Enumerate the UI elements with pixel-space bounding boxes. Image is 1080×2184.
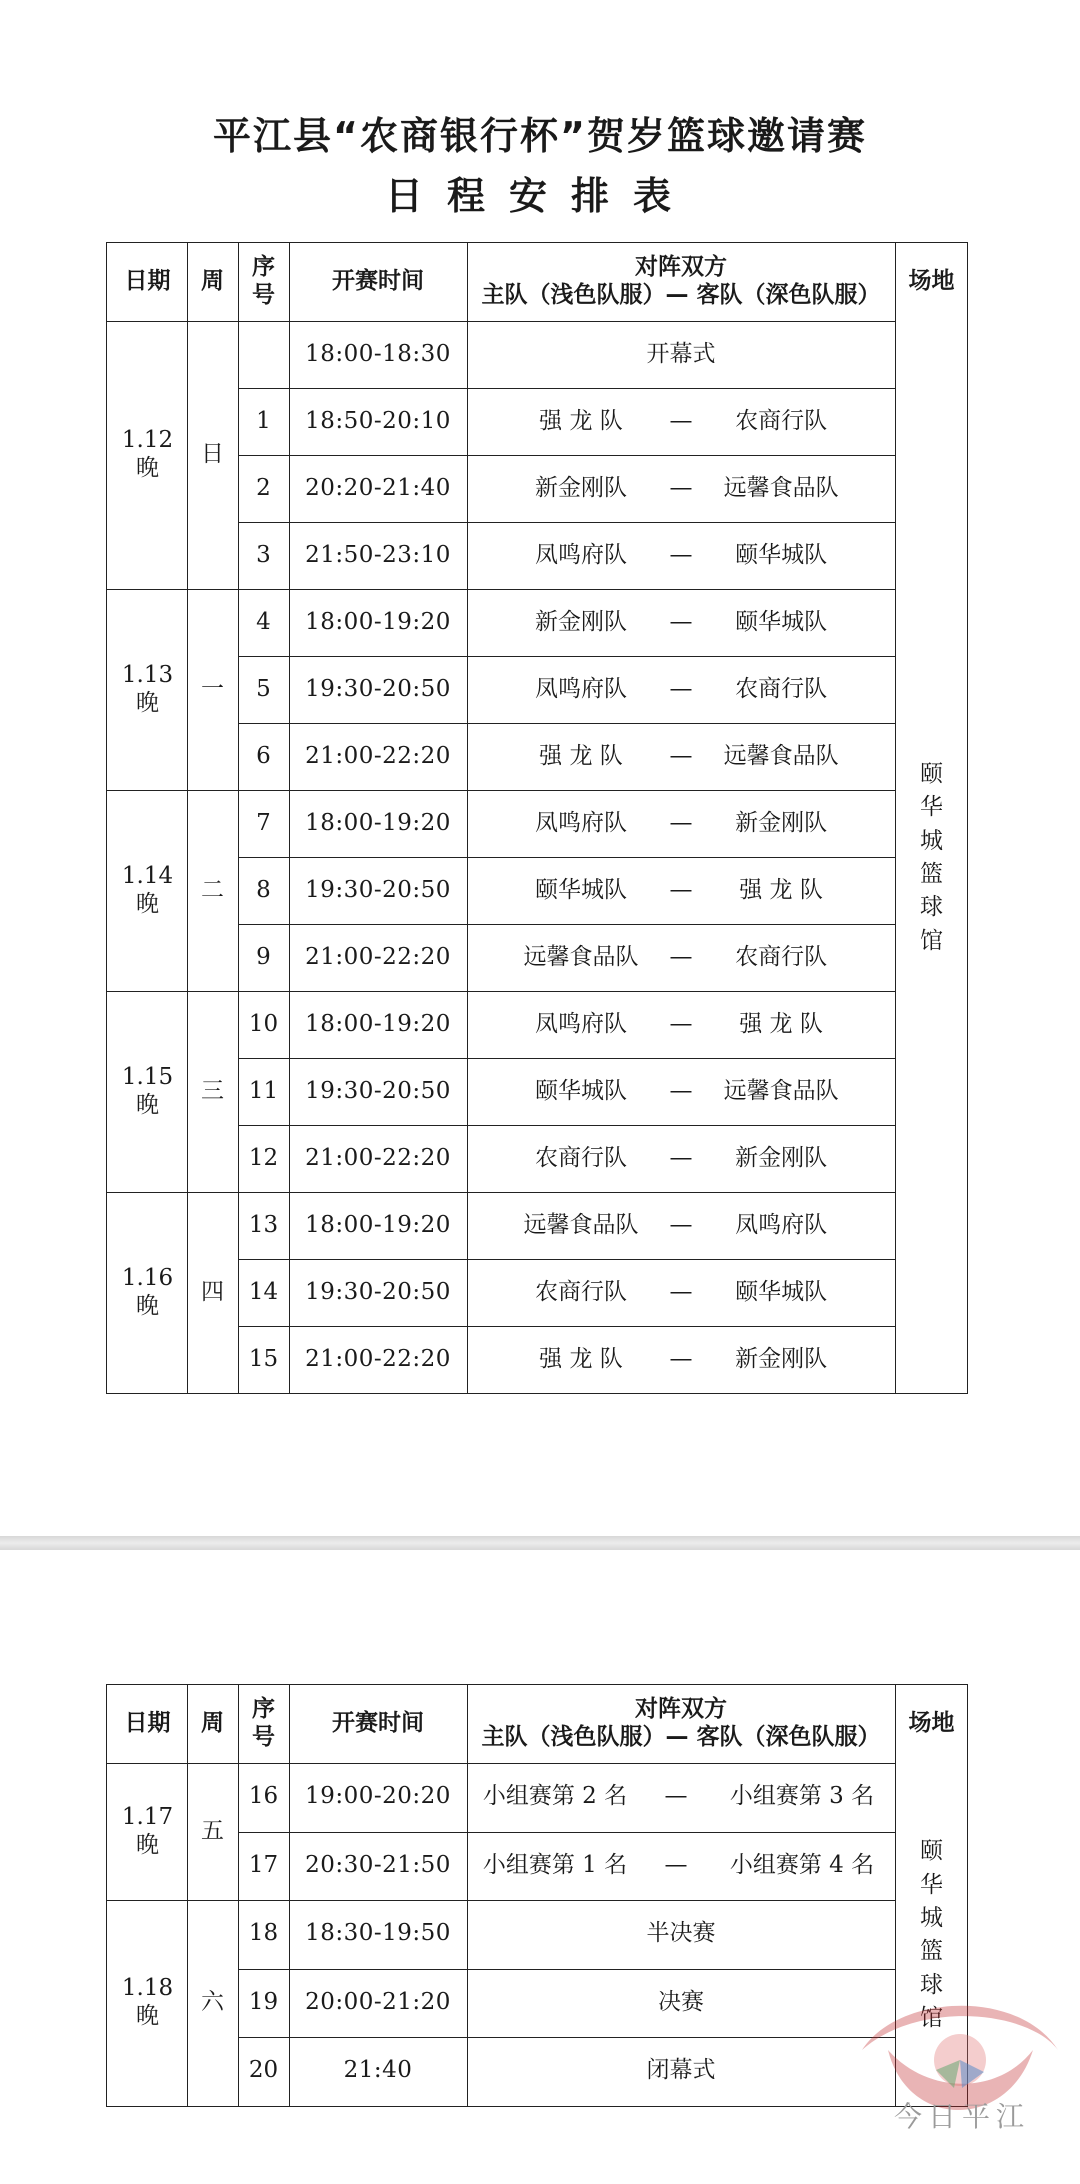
date-cell [107,1763,188,1900]
home-team: 强 龙 队 [539,407,623,434]
row-time: 18:50-20:10 [305,407,451,434]
row-matchup [467,723,895,790]
venue-char: 篮 [920,861,943,887]
row-seq: 13 [248,1211,279,1238]
header-venue: 场地 [908,268,955,295]
row-time: 19:30-20:50 [305,1077,451,1104]
row-matchup [467,1058,895,1125]
vs-dash: — [669,1144,693,1171]
header-seq [238,243,289,321]
away-team: 小组赛第 3 名 [729,1783,875,1810]
header-seq-line1: 序 [252,254,275,281]
home-team: 凤鸣府队 [534,675,627,702]
vs-dash: — [669,943,693,970]
row-event: 决赛 [658,1988,704,2015]
page-title: 平江县“农商银行杯”贺岁篮球邀请赛 [213,114,867,158]
row-time: 18:30-19:50 [305,1920,451,1947]
row-matchup [467,857,895,924]
weekday-cell: 一 [201,675,224,702]
weekday-cell: 日 [201,441,224,468]
header-seq-line2: 号 [252,282,275,308]
row-seq: 2 [256,474,271,501]
date-evening: 晚 [136,1091,159,1118]
row-time: 21:50-23:10 [305,541,451,568]
header-date: 日期 [124,1710,171,1737]
row-seq: 3 [256,541,271,568]
header-match-line1: 对阵双方 [635,1696,727,1723]
date-value: 1.17 [121,1803,174,1830]
schedule-table-1 [106,242,968,1394]
venue-char: 馆 [920,927,943,954]
vs-dash: — [669,1211,693,1238]
away-team: 农商行队 [735,675,828,702]
date-value: 1.14 [121,862,174,889]
home-team: 颐华城队 [534,876,627,903]
row-time: 20:20-21:40 [305,474,451,501]
header-match [467,1685,895,1763]
header-time: 开赛时间 [332,1710,424,1737]
date-value: 1.18 [121,1975,174,2002]
row-time: 19:30-20:50 [305,675,451,702]
vs-dash: — [669,474,693,501]
row-matchup [467,924,895,991]
date-evening: 晚 [136,2002,159,2029]
home-team: 凤鸣府队 [534,541,627,568]
row-seq: 11 [248,1077,279,1104]
row-time: 18:00-19:20 [305,1211,451,1238]
page-divider [0,1536,1080,1550]
row-seq: 16 [248,1783,279,1810]
venue-cell [895,322,968,1394]
home-team: 小组赛第 1 名 [482,1851,628,1878]
home-team: 农商行队 [534,1278,627,1305]
venue-char: 城 [920,1904,943,1931]
date-value: 1.13 [121,661,174,688]
date-cell [107,1900,188,2106]
row-seq: 17 [248,1851,279,1878]
row-time: 21:00-22:20 [305,742,451,769]
date-evening: 晚 [136,1292,159,1319]
vs-dash: — [669,1345,693,1372]
vs-dash: — [669,742,693,769]
away-team: 新金刚队 [735,1144,828,1171]
home-team: 强 龙 队 [539,1345,623,1372]
date-evening: 晚 [136,1831,159,1858]
header-seq-line2: 号 [252,1724,275,1750]
watermark-text: 今日平江 [893,2100,1030,2133]
row-matchup [467,1763,895,1832]
away-team: 颐华城队 [735,1278,828,1305]
row-time: 21:00-22:20 [305,1345,451,1372]
row-matchup [467,1192,895,1259]
row-time: 18:00-19:20 [305,809,451,836]
header-match-line2: 主队（浅色队服）— 客队（深色队服） [481,282,881,308]
venue-char: 华 [920,1871,943,1898]
home-team: 新金刚队 [534,474,627,501]
row-matchup [467,589,895,656]
row-time: 18:00-19:20 [305,1010,451,1037]
row-matchup [467,1832,895,1901]
header-match [467,243,895,321]
vs-dash: — [669,1077,693,1104]
venue-char: 颐 [920,1838,943,1865]
home-team: 农商行队 [534,1144,627,1171]
away-team: 农商行队 [735,943,828,970]
away-team: 强 龙 队 [739,1010,823,1037]
date-evening: 晚 [136,455,159,481]
home-team: 颐华城队 [534,1077,627,1104]
row-seq: 9 [256,943,271,970]
away-team: 颐华城队 [735,541,828,568]
date-cell [107,1192,188,1393]
date-value: 1.16 [121,1264,174,1291]
row-seq: 19 [248,1988,279,2015]
header-match-line2: 主队（浅色队服）— 客队（深色队服） [481,1724,881,1750]
home-team: 凤鸣府队 [534,1010,627,1037]
row-time: 21:40 [343,2057,413,2084]
home-team: 远馨食品队 [523,1211,639,1238]
row-seq: 7 [256,809,271,836]
vs-dash: — [669,1278,693,1305]
vs-dash: — [669,407,693,434]
row-seq: 14 [248,1278,279,1305]
weekday-cell: 二 [201,876,224,903]
header-match-line1: 对阵双方 [635,254,727,281]
header-seq [238,1685,289,1763]
away-team: 凤鸣府队 [735,1211,828,1238]
venue-char: 球 [920,1971,943,1998]
row-matchup [467,656,895,723]
header-seq-line1: 序 [252,1696,275,1723]
header-weekday: 周 [201,268,224,295]
away-team: 小组赛第 4 名 [729,1851,875,1878]
header-date: 日期 [124,268,171,295]
header-weekday: 周 [201,1710,224,1737]
venue-char: 城 [920,827,943,854]
row-seq: 18 [248,1920,279,1947]
weekday-cell: 六 [201,1988,224,2015]
vs-dash: — [669,541,693,568]
row-event: 开幕式 [646,340,716,367]
date-value: 1.15 [121,1063,174,1090]
venue-char: 馆 [920,2004,943,2031]
row-time: 18:00-19:20 [305,608,451,635]
date-value: 1.12 [121,427,174,454]
row-time: 21:00-22:20 [305,1144,451,1171]
row-seq: 12 [248,1144,279,1171]
row-seq: 6 [256,742,271,769]
row-time: 19:00-20:20 [305,1783,451,1810]
row-matchup [467,1326,895,1393]
row-matchup [467,1125,895,1192]
venue-char: 球 [920,894,943,921]
row-event: 闭幕式 [646,2057,716,2084]
row-matchup [467,1259,895,1326]
header-venue: 场地 [908,1710,955,1737]
row-seq: 8 [256,876,271,903]
venue-char: 华 [920,794,943,821]
away-team: 农商行队 [735,407,828,434]
date-evening: 晚 [136,689,159,716]
date-cell [107,589,188,790]
away-team: 远馨食品队 [723,742,839,769]
vs-dash: — [664,1783,688,1810]
row-matchup [467,455,895,522]
home-team: 远馨食品队 [523,943,639,970]
date-cell [107,991,188,1192]
date-cell [107,790,188,991]
date-evening: 晚 [136,890,159,917]
row-matchup [467,388,895,455]
row-seq: 4 [256,608,271,635]
weekday-cell: 四 [201,1278,224,1305]
schedule-table-2 [106,1684,968,2107]
away-team: 远馨食品队 [723,1077,839,1104]
row-time: 18:00-18:30 [305,340,451,367]
vs-dash: — [669,809,693,836]
row-matchup [467,522,895,589]
row-seq: 20 [248,2057,279,2084]
page-subtitle: 日程安排表 [384,174,695,218]
vs-dash: — [664,1851,688,1878]
row-time: 20:30-21:50 [305,1851,451,1878]
row-seq: 15 [248,1345,279,1372]
away-team: 新金刚队 [735,809,828,836]
row-matchup [467,991,895,1058]
away-team: 远馨食品队 [723,474,839,501]
row-time: 19:30-20:50 [305,876,451,903]
home-team: 强 龙 队 [539,742,623,769]
row-seq [238,321,289,388]
date-cell [107,321,188,589]
row-matchup [467,790,895,857]
home-team: 凤鸣府队 [534,809,627,836]
vs-dash: — [669,1010,693,1037]
weekday-cell: 三 [201,1077,224,1104]
away-team: 新金刚队 [735,1345,828,1372]
header-time: 开赛时间 [332,268,424,295]
weekday-cell: 五 [201,1817,224,1844]
row-time: 19:30-20:50 [305,1278,451,1305]
row-seq: 1 [256,407,271,434]
home-team: 小组赛第 2 名 [482,1783,628,1810]
row-seq: 5 [256,675,271,702]
venue-char: 篮 [920,1938,943,1965]
home-team: 新金刚队 [534,608,627,635]
vs-dash: — [669,876,693,903]
row-event: 半决赛 [646,1920,716,1947]
away-team: 颐华城队 [735,608,828,635]
away-team: 强 龙 队 [739,876,823,903]
row-seq: 10 [248,1010,279,1037]
vs-dash: — [669,675,693,702]
row-time: 20:00-21:20 [305,1988,451,2015]
row-time: 21:00-22:20 [305,943,451,970]
vs-dash: — [669,608,693,635]
venue-char: 颐 [920,760,943,787]
